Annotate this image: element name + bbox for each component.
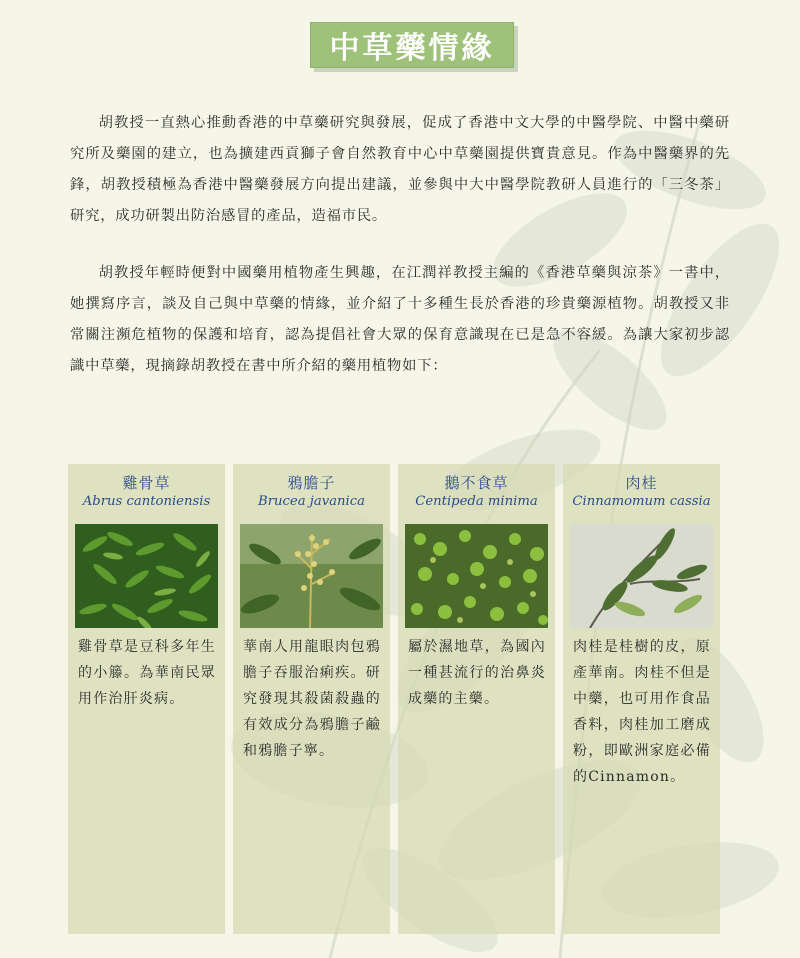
centipeda-ground-herb-photo bbox=[405, 524, 548, 628]
plant-name: 雞骨草 bbox=[122, 474, 171, 492]
brucea-flower-spike-photo bbox=[240, 524, 383, 628]
plant-description: 華南人用龍眼肉包鴉膽子吞服治痢疾。研究發現其殺菌殺蟲的有效成分為鴉膽子鹼和鴉膽子寧。 bbox=[243, 639, 381, 759]
abrus-fern-leaves-photo bbox=[75, 524, 218, 628]
intro-paragraph-1 bbox=[70, 108, 730, 232]
plant-description: 肉桂是桂樹的皮，原產華南。肉桂不但是中藥，也可用作食品香料，肉桂加工磨成粉，即歐洲家庭必備的Cinnamon。 bbox=[573, 639, 711, 785]
intro-paragraph-1-text: 胡教授一直熱心推動香港的中草藥研究與發展，促成了香港中文大學的中醫學院、中醫中藥研究所及藥園的建立，也為擴建西貢獅子會自然教育中心中草藥園提供寶貴意見。作為中醫藥界的先鋒，胡教授積極為香港中醫藥發展方向提出建議，並參與中大中醫學院教研人員進行的「三冬茶」研究，成功研製出防治感冒的產品，造福市民。 bbox=[70, 115, 730, 224]
plant-cards bbox=[68, 464, 728, 934]
plant-card-brucea bbox=[233, 464, 390, 934]
plant-name: 鴉膽子 bbox=[287, 474, 336, 492]
plant-card-abrus bbox=[68, 464, 225, 934]
plant-description: 屬於濕地草，為國內一種甚流行的治鼻炎成藥的主藥。 bbox=[408, 639, 546, 707]
plant-latin-name: Centipeda minima bbox=[415, 494, 538, 509]
plant-name: 肉桂 bbox=[625, 474, 658, 492]
plant-latin-name: Cinnamomum cassia bbox=[572, 494, 711, 509]
page-title: 中草藥情緣 bbox=[329, 31, 495, 66]
plant-card-centipeda bbox=[398, 464, 555, 934]
plant-name: 鵝不食草 bbox=[444, 474, 509, 492]
intro-paragraph-2 bbox=[70, 258, 730, 382]
page-title-banner bbox=[310, 22, 514, 68]
plant-card-cinnamomum bbox=[563, 464, 720, 934]
cinnamomum-leaves-photo bbox=[570, 524, 713, 628]
intro-paragraph-2-text: 胡教授年輕時便對中國藥用植物產生興趣，在江潤祥教授主編的《香港草藥與涼茶》一書中， 她撰寫序言，談及自己與中草藥的情緣，並介紹了十多種生長於香港的珍貴藥源植物。胡教授又非常關注瀕危植物的保護和培育，認為提倡社會大眾的保育意識現在已是急不容緩。為讓大家初步認識中草藥，現摘錄胡教授在書中所介紹的藥用植物如下： bbox=[70, 265, 730, 374]
plant-description: 雞骨草是豆科多年生的小籐。為華南民眾用作治肝炎病。 bbox=[78, 639, 216, 707]
plant-latin-name: Brucea javanica bbox=[258, 494, 365, 509]
plant-latin-name: Abrus cantoniensis bbox=[82, 494, 211, 509]
